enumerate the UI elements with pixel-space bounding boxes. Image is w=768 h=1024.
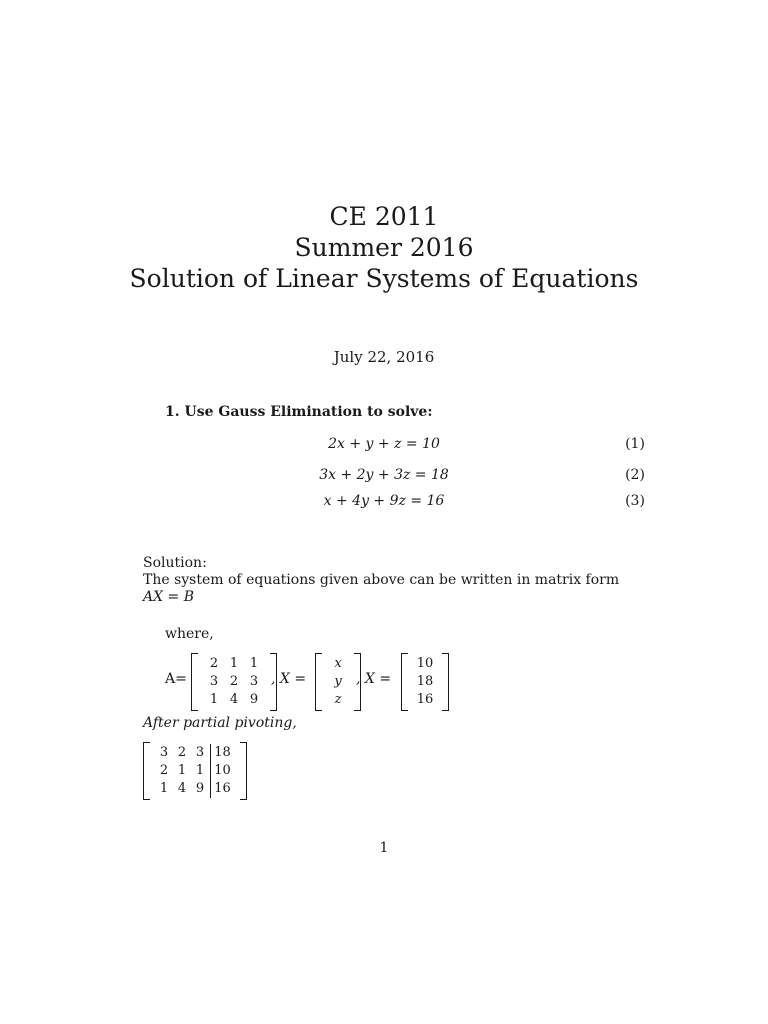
augmented-cell: 3 [195,745,205,760]
title-term: Summer 2016 [294,233,474,262]
augmented-cells [150,742,240,800]
augmented-cell: 9 [195,781,205,796]
matrix-x-cell: y [334,674,342,689]
equation-1: 2x + y + z = 10 [328,436,440,452]
augmented-cell: 2 [177,745,187,760]
augmented-cell: 1 [195,763,205,778]
matrix-a-cell: 4 [229,692,239,707]
matrix-a-cell: 3 [209,674,219,689]
augmented-matrix [143,742,247,800]
matrix-x-cell: x [334,656,342,671]
matrix-a-cell: 9 [249,692,259,707]
matrix-b-label: , X = [356,671,392,687]
matrix-a-cells [198,653,270,711]
pivot-text: After partial pivoting, [143,715,297,731]
matrix-x-left-bracket [315,653,322,711]
augmented-cell: 3 [159,745,169,760]
matrix-x-cell: z [334,692,342,707]
document-date: July 22, 2016 [333,348,435,366]
matrix-x-label: , X = [271,671,307,687]
equation-2: 3x + 2y + 3z = 18 [319,467,449,483]
matrix-b [401,653,449,711]
augmented-rhs-cell: 18 [210,744,234,762]
matrix-b-cell: 18 [416,674,434,689]
equation-3-number: (3) [625,493,645,509]
matrix-form: AX = B [143,589,194,605]
matrix-a-cell: 2 [229,674,239,689]
augmented-rhs-cell: 10 [210,762,234,780]
matrix-x [315,653,361,711]
matrix-a-cell: 1 [229,656,239,671]
solution-intro: The system of equations given above can be written in matrix form [143,572,620,588]
matrix-x-cells [322,653,354,711]
augmented-cell: 1 [159,781,169,796]
equation-2-number: (2) [625,467,645,483]
equation-3: x + 4y + 9z = 16 [323,493,445,509]
matrix-a-cell: 1 [209,692,219,707]
where-text: where, [165,626,214,642]
augmented-right-bracket [240,742,247,800]
matrix-a-cell: 3 [249,674,259,689]
augmented-rhs-cell: 16 [210,780,234,798]
augmented-left-bracket [143,742,150,800]
matrix-a-label: A= [165,671,187,687]
matrix-b-cell: 16 [416,692,434,707]
matrix-b-cell: 10 [416,656,434,671]
page-number: 1 [379,840,389,856]
title-course: CE 2011 [329,202,439,231]
matrix-b-left-bracket [401,653,408,711]
matrix-a [191,653,277,711]
matrix-b-right-bracket [442,653,449,711]
problem-heading: 1. Use Gauss Elimination to solve: [165,404,433,420]
matrix-a-cell: 1 [249,656,259,671]
equation-1-number: (1) [625,436,645,452]
augmented-cell: 4 [177,781,187,796]
title-topic: Solution of Linear Systems of Equations [129,264,639,293]
matrix-a-left-bracket [191,653,198,711]
solution-label: Solution: [143,555,207,571]
augmented-cell: 2 [159,763,169,778]
matrix-b-cells [408,653,442,711]
matrix-a-cell: 2 [209,656,219,671]
augmented-cell: 1 [177,763,187,778]
